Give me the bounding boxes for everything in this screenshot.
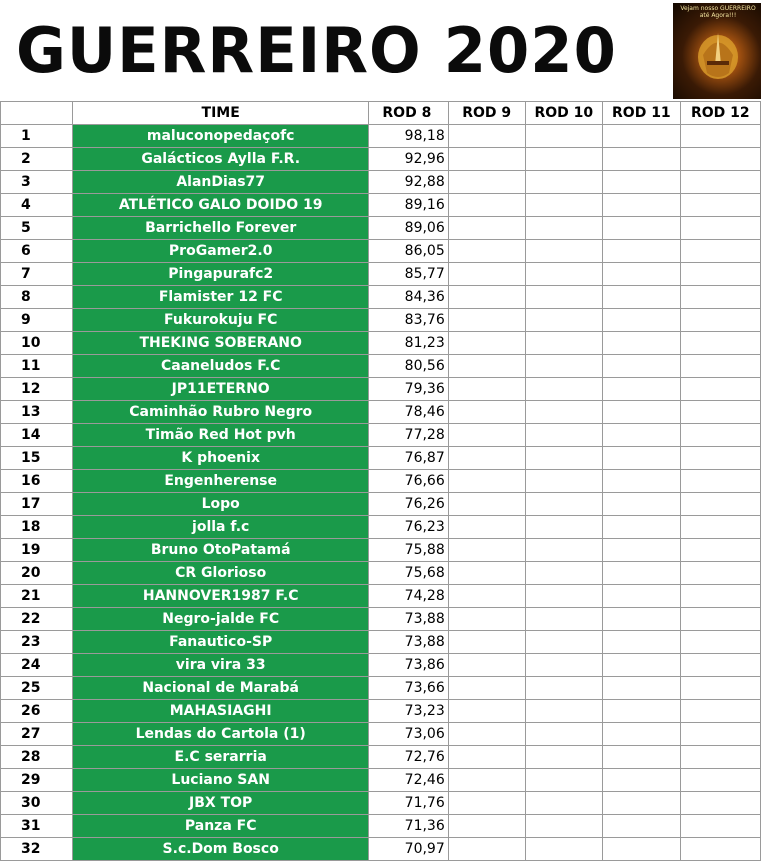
- row-position-cell[interactable]: 21: [1, 585, 73, 608]
- row-rod11-cell[interactable]: [603, 539, 681, 562]
- row-rod10-cell[interactable]: [525, 493, 603, 516]
- row-position-cell[interactable]: 6: [1, 240, 73, 263]
- row-rod8-cell[interactable]: 73,86: [368, 654, 448, 677]
- col-header-rod12[interactable]: ROD 12: [680, 102, 760, 125]
- row-rod8-cell[interactable]: 84,36: [368, 286, 448, 309]
- table-row: [1, 815, 761, 838]
- row-rod8-cell[interactable]: 76,87: [368, 447, 448, 470]
- row-rod10-cell[interactable]: [525, 562, 603, 585]
- helmet-shape: [693, 25, 743, 85]
- row-rod11-cell[interactable]: [603, 677, 681, 700]
- logo-caption: Vejam nosso GUERREIRO até Agora!!!: [680, 5, 756, 19]
- row-rod8-cell[interactable]: 76,66: [368, 470, 448, 493]
- row-position-cell[interactable]: 2: [1, 148, 73, 171]
- row-rod10-cell[interactable]: [525, 125, 603, 148]
- table-row: [1, 286, 761, 309]
- row-rod12-cell[interactable]: [680, 378, 760, 401]
- row-position-cell[interactable]: 24: [1, 654, 73, 677]
- row-team-cell[interactable]: AlanDias77: [73, 171, 369, 194]
- row-rod11-cell[interactable]: [603, 194, 681, 217]
- row-rod11-cell[interactable]: [603, 217, 681, 240]
- row-team-cell[interactable]: Lendas do Cartola (1): [73, 723, 369, 746]
- row-position-cell[interactable]: 15: [1, 447, 73, 470]
- row-position-cell[interactable]: 1: [1, 125, 73, 148]
- row-rod9-cell[interactable]: [448, 470, 525, 493]
- row-rod12-cell[interactable]: [680, 125, 760, 148]
- row-rod9-cell[interactable]: [448, 677, 525, 700]
- row-rod11-cell[interactable]: [603, 631, 681, 654]
- row-rod9-cell[interactable]: [448, 125, 525, 148]
- row-rod10-cell[interactable]: [525, 677, 603, 700]
- row-rod12-cell[interactable]: [680, 493, 760, 516]
- table-row: [1, 470, 761, 493]
- col-header-time[interactable]: TIME: [73, 102, 369, 125]
- row-rod11-cell[interactable]: [603, 493, 681, 516]
- header-row: [1, 102, 761, 125]
- row-rod11-cell[interactable]: [603, 447, 681, 470]
- row-team-cell[interactable]: maluconopedaçofc: [73, 125, 369, 148]
- row-rod11-cell[interactable]: [603, 516, 681, 539]
- row-rod12-cell[interactable]: [680, 332, 760, 355]
- row-rod9-cell[interactable]: [448, 815, 525, 838]
- row-rod8-cell[interactable]: 76,23: [368, 516, 448, 539]
- row-rod12-cell[interactable]: [680, 700, 760, 723]
- row-team-cell[interactable]: Barrichello Forever: [73, 217, 369, 240]
- row-rod9-cell[interactable]: [448, 700, 525, 723]
- row-position-cell[interactable]: 13: [1, 401, 73, 424]
- row-rod10-cell[interactable]: [525, 309, 603, 332]
- row-team-cell[interactable]: ProGamer2.0: [73, 240, 369, 263]
- row-rod10-cell[interactable]: [525, 746, 603, 769]
- row-rod8-cell[interactable]: 77,28: [368, 424, 448, 447]
- table-row: [1, 148, 761, 171]
- row-rod8-cell[interactable]: 79,36: [368, 378, 448, 401]
- row-rod9-cell[interactable]: [448, 424, 525, 447]
- row-rod9-cell[interactable]: [448, 769, 525, 792]
- row-rod11-cell[interactable]: [603, 562, 681, 585]
- row-rod12-cell[interactable]: [680, 585, 760, 608]
- row-rod10-cell[interactable]: [525, 378, 603, 401]
- row-position-cell[interactable]: 23: [1, 631, 73, 654]
- row-rod12-cell[interactable]: [680, 286, 760, 309]
- row-team-cell[interactable]: Lopo: [73, 493, 369, 516]
- row-rod12-cell[interactable]: [680, 631, 760, 654]
- row-rod8-cell[interactable]: 73,88: [368, 608, 448, 631]
- row-rod11-cell[interactable]: [603, 815, 681, 838]
- row-position-cell[interactable]: 10: [1, 332, 73, 355]
- row-team-cell[interactable]: Pingapurafc2: [73, 263, 369, 286]
- table-row: [1, 608, 761, 631]
- row-rod9-cell[interactable]: [448, 746, 525, 769]
- row-rod12-cell[interactable]: [680, 447, 760, 470]
- row-rod10-cell[interactable]: [525, 516, 603, 539]
- row-rod11-cell[interactable]: [603, 424, 681, 447]
- table-row: [1, 700, 761, 723]
- row-rod11-cell[interactable]: [603, 608, 681, 631]
- row-rod12-cell[interactable]: [680, 194, 760, 217]
- row-rod11-cell[interactable]: [603, 171, 681, 194]
- row-rod9-cell[interactable]: [448, 148, 525, 171]
- table-row: [1, 355, 761, 378]
- row-rod10-cell[interactable]: [525, 171, 603, 194]
- row-rod9-cell[interactable]: [448, 217, 525, 240]
- row-rod8-cell[interactable]: 71,76: [368, 792, 448, 815]
- row-rod12-cell[interactable]: [680, 769, 760, 792]
- row-position-cell[interactable]: 16: [1, 470, 73, 493]
- row-rod11-cell[interactable]: [603, 700, 681, 723]
- row-rod9-cell[interactable]: [448, 286, 525, 309]
- row-team-cell[interactable]: E.C serarria: [73, 746, 369, 769]
- row-rod11-cell[interactable]: [603, 286, 681, 309]
- row-rod11-cell[interactable]: [603, 263, 681, 286]
- row-position-cell[interactable]: 20: [1, 562, 73, 585]
- row-rod9-cell[interactable]: [448, 309, 525, 332]
- row-position-cell[interactable]: 14: [1, 424, 73, 447]
- row-position-cell[interactable]: 7: [1, 263, 73, 286]
- row-rod8-cell[interactable]: 89,06: [368, 217, 448, 240]
- row-team-cell[interactable]: JP11ETERNO: [73, 378, 369, 401]
- table-row: [1, 378, 761, 401]
- title-row: [0, 0, 761, 101]
- row-rod9-cell[interactable]: [448, 355, 525, 378]
- row-position-cell[interactable]: 27: [1, 723, 73, 746]
- table-row: [1, 125, 761, 148]
- warrior-helmet-icon: [673, 3, 761, 99]
- row-rod8-cell[interactable]: 85,77: [368, 263, 448, 286]
- table-row: [1, 677, 761, 700]
- row-rod12-cell[interactable]: [680, 516, 760, 539]
- row-rod9-cell[interactable]: [448, 240, 525, 263]
- row-rod8-cell[interactable]: 73,88: [368, 631, 448, 654]
- row-rod12-cell[interactable]: [680, 309, 760, 332]
- row-position-cell[interactable]: 28: [1, 746, 73, 769]
- row-team-cell[interactable]: Bruno OtoPatamá: [73, 539, 369, 562]
- table-row: [1, 424, 761, 447]
- row-position-cell[interactable]: 25: [1, 677, 73, 700]
- col-header-rod11[interactable]: ROD 11: [603, 102, 681, 125]
- row-team-cell[interactable]: Fukurokuju FC: [73, 309, 369, 332]
- row-position-cell[interactable]: 31: [1, 815, 73, 838]
- row-rod8-cell[interactable]: 73,23: [368, 700, 448, 723]
- table-body: [1, 125, 761, 861]
- row-rod11-cell[interactable]: [603, 792, 681, 815]
- row-position-cell[interactable]: 12: [1, 378, 73, 401]
- row-position-cell[interactable]: 3: [1, 171, 73, 194]
- row-rod8-cell[interactable]: 74,28: [368, 585, 448, 608]
- row-rod11-cell[interactable]: [603, 355, 681, 378]
- table-row: [1, 792, 761, 815]
- row-position-cell[interactable]: 9: [1, 309, 73, 332]
- row-rod10-cell[interactable]: [525, 838, 603, 861]
- table-row: [1, 631, 761, 654]
- row-rod12-cell[interactable]: [680, 470, 760, 493]
- row-rod9-cell[interactable]: [448, 631, 525, 654]
- row-team-cell[interactable]: Engenherense: [73, 470, 369, 493]
- row-rod11-cell[interactable]: [603, 585, 681, 608]
- row-rod10-cell[interactable]: [525, 148, 603, 171]
- row-rod8-cell[interactable]: 75,88: [368, 539, 448, 562]
- row-rod10-cell[interactable]: [525, 769, 603, 792]
- row-rod10-cell[interactable]: [525, 608, 603, 631]
- row-team-cell[interactable]: Nacional de Marabá: [73, 677, 369, 700]
- row-rod10-cell[interactable]: [525, 447, 603, 470]
- row-rod12-cell[interactable]: [680, 539, 760, 562]
- row-rod10-cell[interactable]: [525, 792, 603, 815]
- row-rod10-cell[interactable]: [525, 263, 603, 286]
- row-rod9-cell[interactable]: [448, 608, 525, 631]
- row-rod12-cell[interactable]: [680, 240, 760, 263]
- row-rod8-cell[interactable]: 80,56: [368, 355, 448, 378]
- row-rod12-cell[interactable]: [680, 723, 760, 746]
- row-team-cell[interactable]: ATLÉTICO GALO DOIDO 19: [73, 194, 369, 217]
- row-rod11-cell[interactable]: [603, 240, 681, 263]
- row-position-cell[interactable]: 17: [1, 493, 73, 516]
- table-row: [1, 654, 761, 677]
- row-rod11-cell[interactable]: [603, 723, 681, 746]
- row-rod8-cell[interactable]: 83,76: [368, 309, 448, 332]
- row-rod10-cell[interactable]: [525, 654, 603, 677]
- row-rod10-cell[interactable]: [525, 424, 603, 447]
- row-rod8-cell[interactable]: 73,66: [368, 677, 448, 700]
- row-rod12-cell[interactable]: [680, 263, 760, 286]
- table-row: [1, 585, 761, 608]
- row-rod9-cell[interactable]: [448, 585, 525, 608]
- row-rod8-cell[interactable]: 86,05: [368, 240, 448, 263]
- row-rod12-cell[interactable]: [680, 608, 760, 631]
- row-rod10-cell[interactable]: [525, 194, 603, 217]
- col-header-rod9[interactable]: ROD 9: [448, 102, 525, 125]
- row-position-cell[interactable]: 26: [1, 700, 73, 723]
- row-team-cell[interactable]: jolla f.c: [73, 516, 369, 539]
- row-team-cell[interactable]: CR Glorioso: [73, 562, 369, 585]
- row-position-cell[interactable]: 5: [1, 217, 73, 240]
- row-rod10-cell[interactable]: [525, 700, 603, 723]
- row-rod10-cell[interactable]: [525, 286, 603, 309]
- row-rod9-cell[interactable]: [448, 447, 525, 470]
- row-team-cell[interactable]: THEKING SOBERANO: [73, 332, 369, 355]
- row-position-cell[interactable]: 22: [1, 608, 73, 631]
- row-rod10-cell[interactable]: [525, 401, 603, 424]
- row-position-cell[interactable]: 4: [1, 194, 73, 217]
- row-rod10-cell[interactable]: [525, 355, 603, 378]
- row-rod10-cell[interactable]: [525, 723, 603, 746]
- row-team-cell[interactable]: Timão Red Hot pvh: [73, 424, 369, 447]
- row-rod8-cell[interactable]: 70,97: [368, 838, 448, 861]
- table-row: [1, 838, 761, 861]
- row-position-cell[interactable]: 32: [1, 838, 73, 861]
- table-row: [1, 723, 761, 746]
- table-row: [1, 447, 761, 470]
- row-team-cell[interactable]: Panza FC: [73, 815, 369, 838]
- row-rod12-cell[interactable]: [680, 677, 760, 700]
- row-position-cell[interactable]: 29: [1, 769, 73, 792]
- row-rod11-cell[interactable]: [603, 332, 681, 355]
- row-rod8-cell[interactable]: 72,46: [368, 769, 448, 792]
- table-row: [1, 539, 761, 562]
- row-rod12-cell[interactable]: [680, 838, 760, 861]
- row-rod8-cell[interactable]: 92,96: [368, 148, 448, 171]
- table-row: [1, 562, 761, 585]
- row-rod11-cell[interactable]: [603, 401, 681, 424]
- row-rod9-cell[interactable]: [448, 792, 525, 815]
- row-rod10-cell[interactable]: [525, 585, 603, 608]
- row-rod11-cell[interactable]: [603, 148, 681, 171]
- row-rod12-cell[interactable]: [680, 401, 760, 424]
- row-rod8-cell[interactable]: 78,46: [368, 401, 448, 424]
- table-row: [1, 516, 761, 539]
- row-rod9-cell[interactable]: [448, 562, 525, 585]
- row-rod9-cell[interactable]: [448, 194, 525, 217]
- row-rod9-cell[interactable]: [448, 401, 525, 424]
- row-rod11-cell[interactable]: [603, 309, 681, 332]
- row-rod11-cell[interactable]: [603, 378, 681, 401]
- row-rod10-cell[interactable]: [525, 240, 603, 263]
- row-rod8-cell[interactable]: 73,06: [368, 723, 448, 746]
- row-rod10-cell[interactable]: [525, 470, 603, 493]
- row-rod9-cell[interactable]: [448, 263, 525, 286]
- row-rod11-cell[interactable]: [603, 769, 681, 792]
- row-rod10-cell[interactable]: [525, 815, 603, 838]
- row-rod8-cell[interactable]: 75,68: [368, 562, 448, 585]
- row-rod9-cell[interactable]: [448, 378, 525, 401]
- row-rod8-cell[interactable]: 76,26: [368, 493, 448, 516]
- row-rod12-cell[interactable]: [680, 562, 760, 585]
- row-rod12-cell[interactable]: [680, 792, 760, 815]
- row-rod11-cell[interactable]: [603, 746, 681, 769]
- row-team-cell[interactable]: MAHASIAGHI: [73, 700, 369, 723]
- row-rod8-cell[interactable]: 92,88: [368, 171, 448, 194]
- row-team-cell[interactable]: Caminhão Rubro Negro: [73, 401, 369, 424]
- table-row: [1, 746, 761, 769]
- table-row: [1, 401, 761, 424]
- row-rod10-cell[interactable]: [525, 332, 603, 355]
- row-team-cell[interactable]: Negro-jalde FC: [73, 608, 369, 631]
- row-team-cell[interactable]: JBX TOP: [73, 792, 369, 815]
- row-rod12-cell[interactable]: [680, 217, 760, 240]
- row-team-cell[interactable]: Caaneludos F.C: [73, 355, 369, 378]
- col-header-rod10[interactable]: ROD 10: [525, 102, 603, 125]
- row-rod10-cell[interactable]: [525, 631, 603, 654]
- row-rod11-cell[interactable]: [603, 654, 681, 677]
- table-row: [1, 217, 761, 240]
- table-row: [1, 240, 761, 263]
- row-rod8-cell[interactable]: 81,23: [368, 332, 448, 355]
- row-rod12-cell[interactable]: [680, 355, 760, 378]
- table-row: [1, 171, 761, 194]
- row-rod8-cell[interactable]: 71,36: [368, 815, 448, 838]
- row-position-cell[interactable]: 30: [1, 792, 73, 815]
- table-row: [1, 194, 761, 217]
- row-rod10-cell[interactable]: [525, 217, 603, 240]
- col-header-rod8[interactable]: ROD 8: [368, 102, 448, 125]
- table-row: [1, 493, 761, 516]
- row-team-cell[interactable]: S.c.Dom Bosco: [73, 838, 369, 861]
- table-row: [1, 309, 761, 332]
- row-position-cell[interactable]: 8: [1, 286, 73, 309]
- row-rod8-cell[interactable]: 72,76: [368, 746, 448, 769]
- table-row: [1, 332, 761, 355]
- row-team-cell[interactable]: K phoenix: [73, 447, 369, 470]
- row-rod10-cell[interactable]: [525, 539, 603, 562]
- row-rod8-cell[interactable]: 98,18: [368, 125, 448, 148]
- row-rod9-cell[interactable]: [448, 539, 525, 562]
- row-rod12-cell[interactable]: [680, 746, 760, 769]
- row-rod9-cell[interactable]: [448, 723, 525, 746]
- row-position-cell[interactable]: 18: [1, 516, 73, 539]
- row-team-cell[interactable]: Flamister 12 FC: [73, 286, 369, 309]
- row-rod11-cell[interactable]: [603, 838, 681, 861]
- ranking-table: [0, 101, 761, 861]
- row-rod9-cell[interactable]: [448, 332, 525, 355]
- table-row: [1, 263, 761, 286]
- table-row: [1, 769, 761, 792]
- row-position-cell[interactable]: 11: [1, 355, 73, 378]
- row-rod12-cell[interactable]: [680, 815, 760, 838]
- row-rod12-cell[interactable]: [680, 654, 760, 677]
- row-team-cell[interactable]: Fanautico-SP: [73, 631, 369, 654]
- row-rod12-cell[interactable]: [680, 148, 760, 171]
- row-rod12-cell[interactable]: [680, 171, 760, 194]
- row-rod9-cell[interactable]: [448, 838, 525, 861]
- row-rod8-cell[interactable]: 89,16: [368, 194, 448, 217]
- row-rod12-cell[interactable]: [680, 424, 760, 447]
- page-title: GUERREIRO 2020: [16, 14, 617, 87]
- row-rod9-cell[interactable]: [448, 171, 525, 194]
- row-team-cell[interactable]: Luciano SAN: [73, 769, 369, 792]
- row-rod9-cell[interactable]: [448, 516, 525, 539]
- row-rod9-cell[interactable]: [448, 493, 525, 516]
- row-position-cell[interactable]: 19: [1, 539, 73, 562]
- row-team-cell[interactable]: vira vira 33: [73, 654, 369, 677]
- row-rod11-cell[interactable]: [603, 125, 681, 148]
- row-rod11-cell[interactable]: [603, 470, 681, 493]
- row-team-cell[interactable]: HANNOVER1987 F.C: [73, 585, 369, 608]
- col-header-pos[interactable]: [1, 102, 73, 125]
- row-team-cell[interactable]: Galácticos Aylla F.R.: [73, 148, 369, 171]
- row-rod9-cell[interactable]: [448, 654, 525, 677]
